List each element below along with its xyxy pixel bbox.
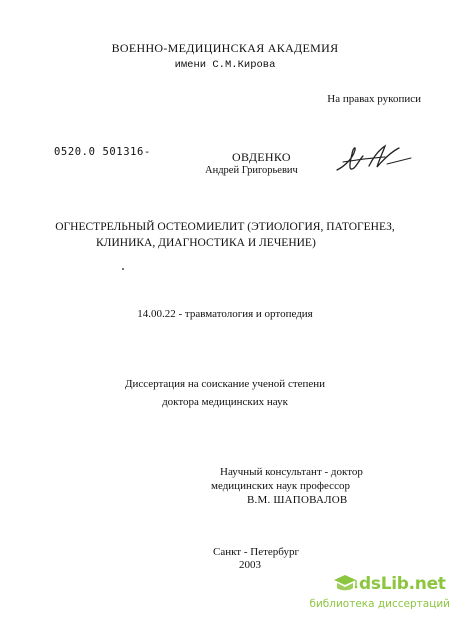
scan-speck <box>122 268 124 270</box>
title-line-2: КЛИНИКА, ДИАГНОСТИКА И ЛЕЧЕНИЕ) <box>96 237 316 249</box>
title-line-1: ОГНЕСТРЕЛЬНЫЙ ОСТЕОМИЕЛИТ (ЭТИОЛОГИЯ, ПАТОГЕНЕЗ, <box>55 221 395 233</box>
dslib-logo-icon <box>332 573 358 595</box>
author-surname: ОВДЕНКО <box>232 150 291 164</box>
consultant-line-2: медицинских наук профессор <box>211 480 350 492</box>
year: 2003 <box>239 559 261 571</box>
consultant-name: В.М. ШАПОВАЛОВ <box>247 494 348 506</box>
city: Санкт - Петербург <box>213 546 299 558</box>
signature-icon <box>333 140 413 176</box>
named-after: имени С.М.Кирова <box>174 59 276 71</box>
dslib-watermark[interactable] <box>309 573 450 617</box>
dissertation-line-1: Диссертация на соискание ученой степени <box>124 378 326 390</box>
academy-name: ВОЕННО-МЕДИЦИНСКАЯ АКАДЕМИЯ <box>111 41 339 55</box>
watermark-brand: dsLib.net <box>359 574 446 594</box>
author-name: Андрей Григорьевич <box>205 165 298 176</box>
rights-note: На правах рукописи <box>327 93 421 105</box>
consultant-line-1: Научный консультант - доктор <box>220 466 363 478</box>
specialty: 14.00.22 - травматология и ортопедия <box>137 308 313 320</box>
dissertation-line-2: доктора медицинских наук <box>162 396 288 408</box>
watermark-subtitle: библиотека диссертаций <box>309 598 450 610</box>
stamp-code: 0520.0 501316- <box>54 146 151 158</box>
